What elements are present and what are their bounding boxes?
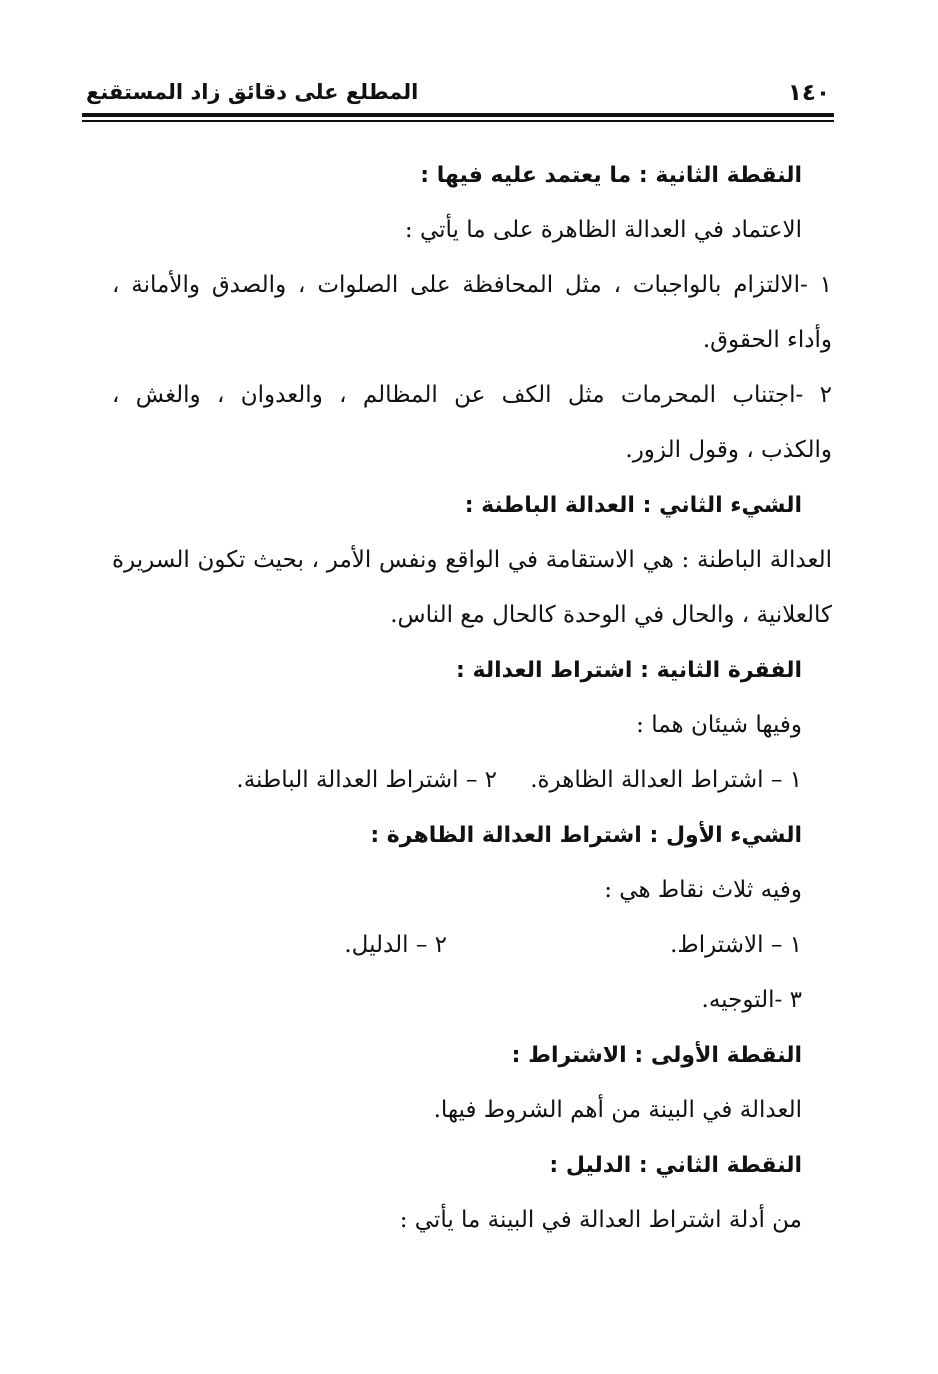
header-rule-thick <box>82 113 834 117</box>
section-heading: الشيء الأول : اشتراط العدالة الظاهرة : <box>370 823 802 848</box>
section-heading: الفقرة الثانية : اشتراط العدالة : <box>456 658 802 683</box>
paragraph: العدالة في البينة من أهم الشروط فيها. <box>433 1097 802 1123</box>
section-heading: النقطة الثانية : ما يعتمد عليه فيها : <box>420 163 802 188</box>
numbered-list <box>82 753 802 808</box>
paragraph-line: كالعلانية ، والحال في الوحدة كالحال مع الناس. <box>390 602 832 628</box>
section-heading: النقطة الأولى : الاشتراط : <box>511 1043 802 1068</box>
paragraph: من أدلة اشتراط العدالة في البينة ما يأتي : <box>399 1207 802 1233</box>
book-title: المطلع على دقائق زاد المستقنع <box>86 80 419 104</box>
paragraph-line: العدالة الباطنة : هي الاستقامة في الواقع ونفس الأمر ، بحيث تكون السريرة <box>112 547 832 573</box>
paragraph: الاعتماد في العدالة الظاهرة على ما يأتي : <box>404 217 802 243</box>
list-item: ١ – الاشتراط. <box>670 932 802 958</box>
paragraph: وفيها شيئان هما : <box>636 712 802 738</box>
list-item: ٢ – اشتراط العدالة الباطنة. <box>236 767 497 793</box>
numbered-list <box>82 918 802 973</box>
header-rule-thin <box>82 120 834 122</box>
list-item: ٣ -التوجيه. <box>701 987 802 1013</box>
section-heading: الشيء الثاني : العدالة الباطنة : <box>464 493 802 518</box>
paragraph-line: وأداء الحقوق. <box>702 327 832 353</box>
page-number: ١٤٠ <box>787 80 830 106</box>
paragraph-line: والكذب ، وقول الزور. <box>625 437 832 463</box>
section-heading: النقطة الثاني : الدليل : <box>549 1153 802 1178</box>
body-text <box>82 148 832 1248</box>
list-item: ١ – اشتراط العدالة الظاهرة. <box>530 767 802 793</box>
paragraph: وفيه ثلاث نقاط هي : <box>604 877 802 903</box>
paragraph-line: ١ -الالتزام بالواجبات ، مثل المحافظة على الصلوات ، والصدق والأمانة ، <box>112 272 832 298</box>
list-item: ٢ – الدليل. <box>344 932 447 958</box>
paragraph-line: ٢ -اجتناب المحرمات مثل الكف عن المظالم ، والعدوان ، والغش ، <box>112 382 832 408</box>
